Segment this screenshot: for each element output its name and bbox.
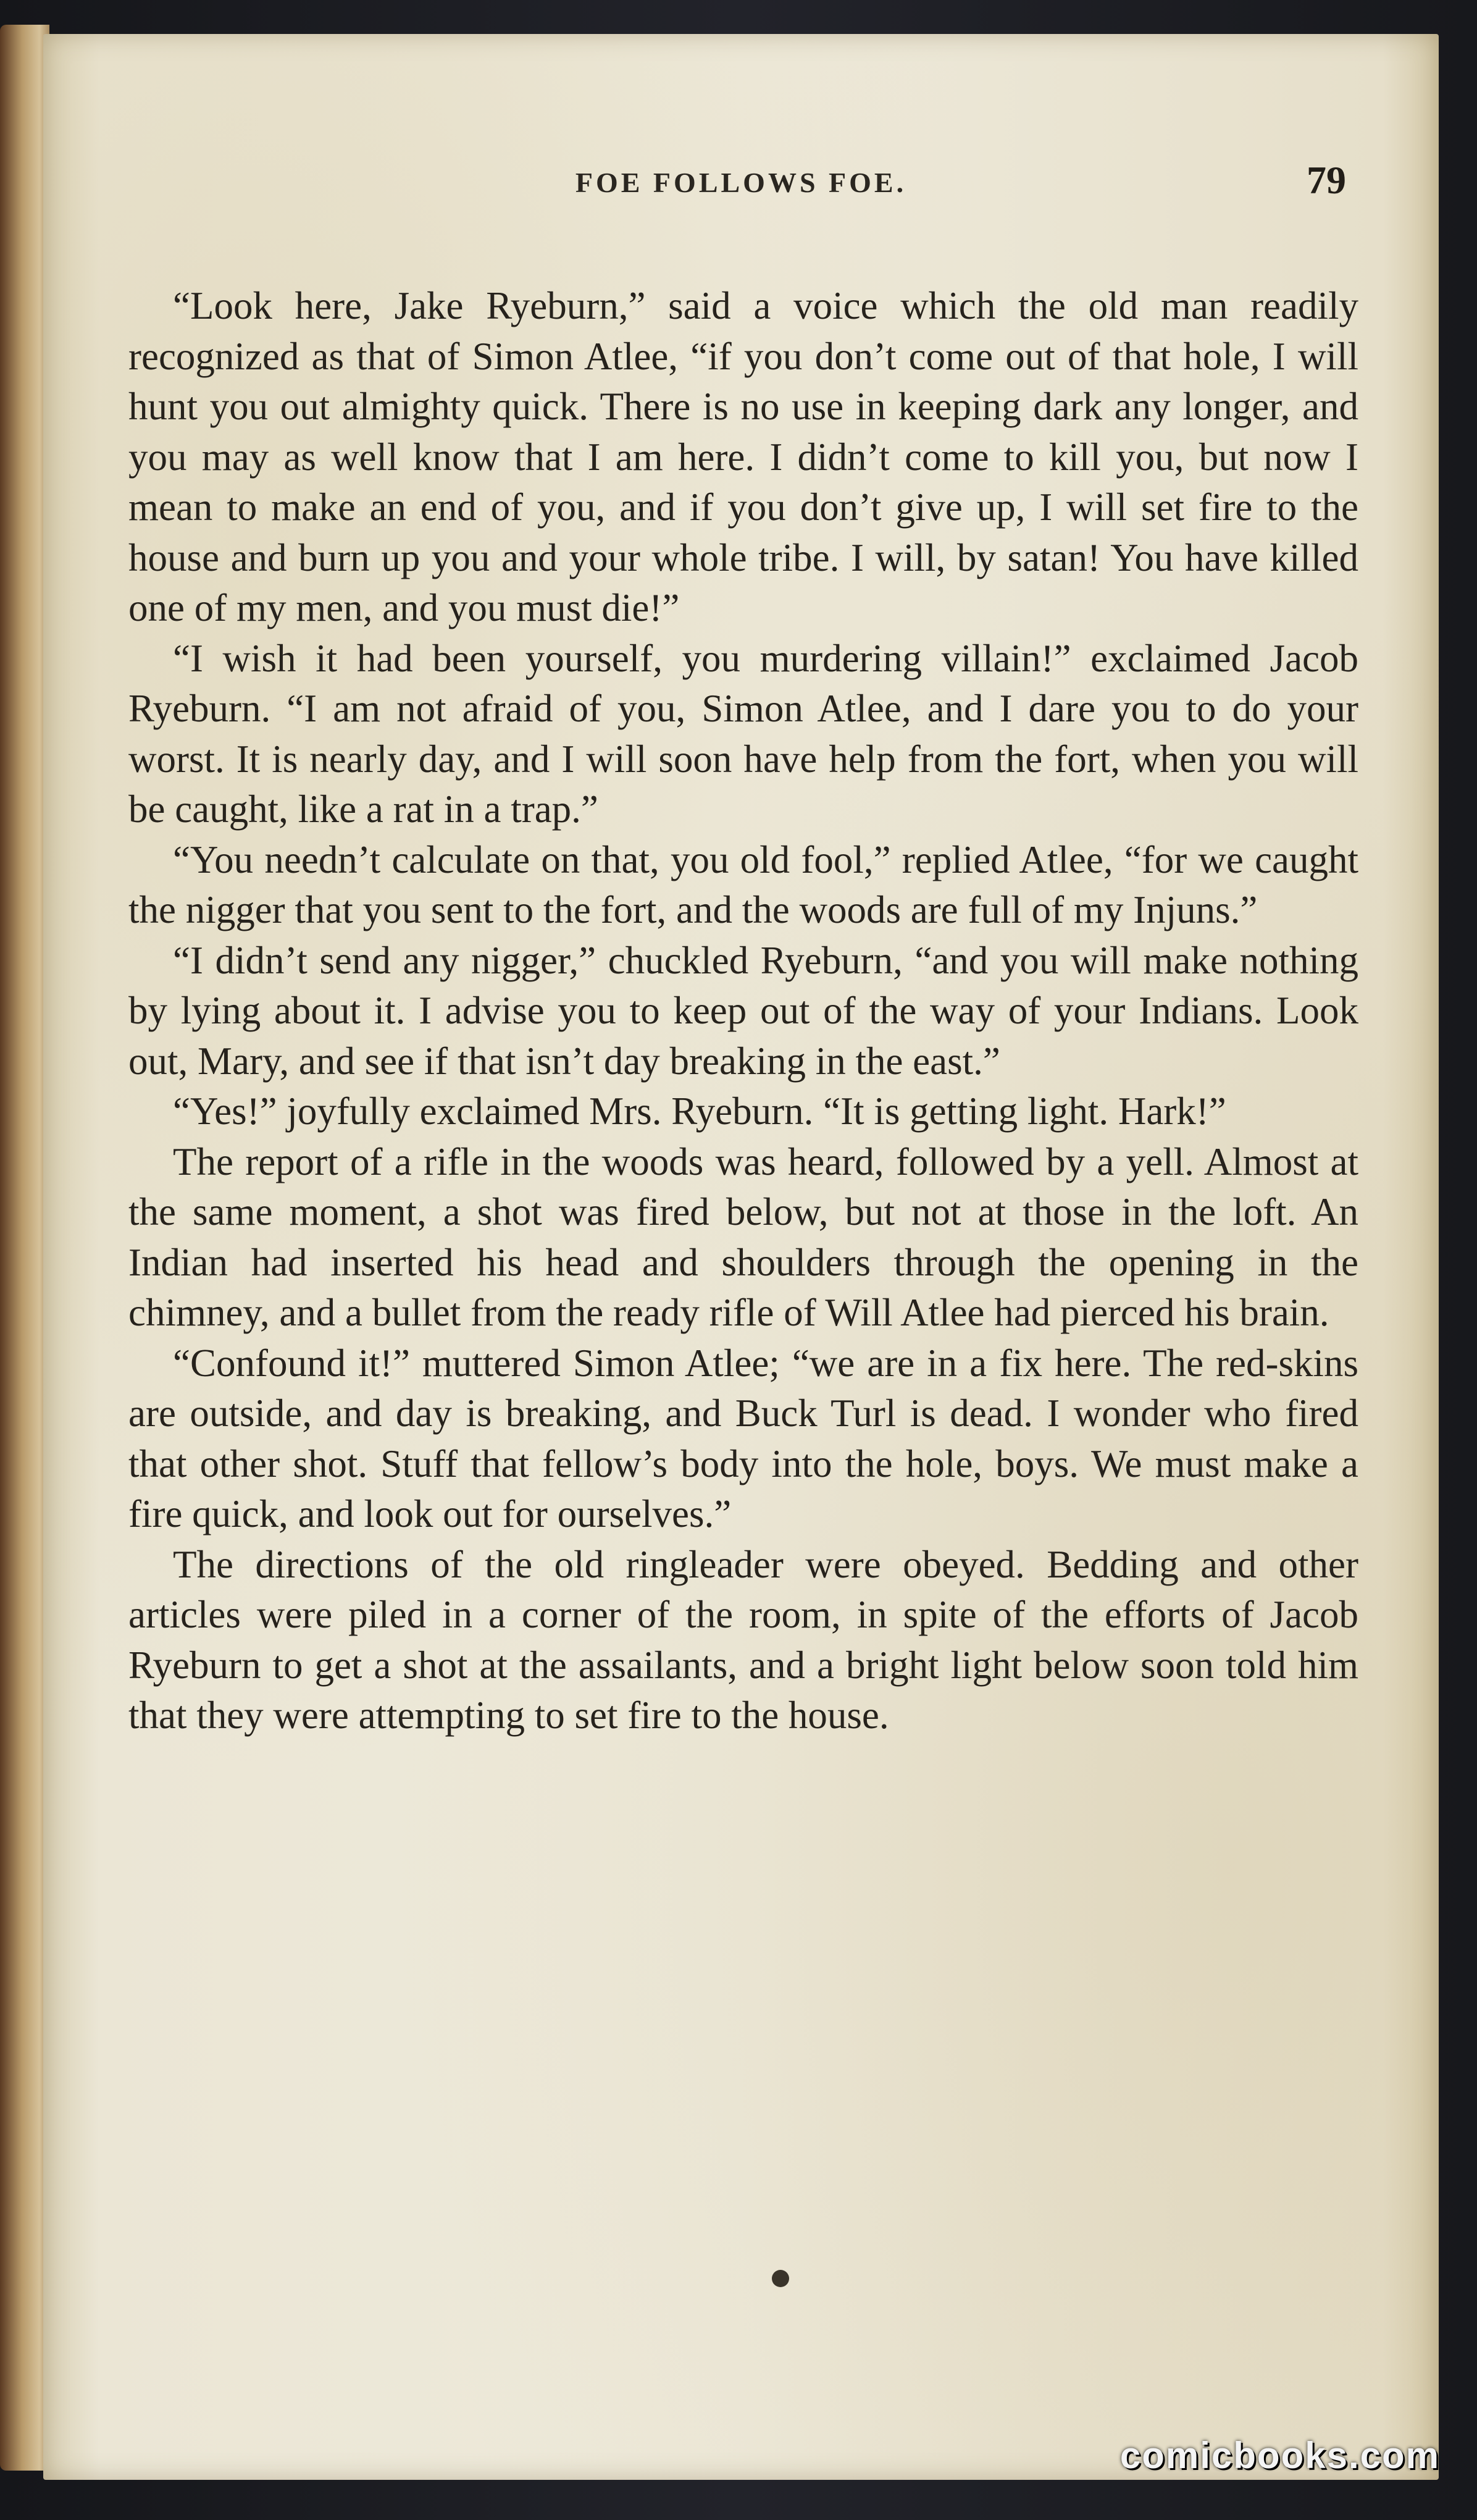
body-text bbox=[128, 281, 1358, 1741]
page-sheet bbox=[43, 34, 1439, 2480]
page-number: 79 bbox=[1307, 158, 1346, 202]
running-head: FOE FOLLOWS FOE. bbox=[575, 167, 907, 198]
paragraph: “I didn’t send any nigger,” chuckled Ryeburn, “and you will make nothing by lying about it. I advise you to keep out of the way of your Indians. Look out, Mary, and see if that isn’t day breaking in the east.” bbox=[128, 938, 1358, 1083]
paragraph: The report of a rifle in the woods was heard, followed by a yell. Almost at the same moment, a shot was fired below, but not at those in the loft. An Indian had inserted his head and shoulders through the opening in the chimney, and a bullet from the ready rifle of Will Atlee had pierced his brain. bbox=[128, 1140, 1358, 1334]
paragraph: The directions of the old ringleader were obeyed. Bedding and other articles were piled in a corner of the room, in spite of the efforts of Jacob Ryeburn to get a shot at the assailants, and a bright light below soon told him that they were attempting to set fire to the house. bbox=[128, 1542, 1358, 1737]
ornament-dot bbox=[772, 2270, 789, 2287]
book-spine-edge bbox=[0, 25, 49, 2471]
paragraph: “Confound it!” muttered Simon Atlee; “we are in a fix here. The red-skins are outside, and day is breaking, and Buck Turl is dead. I wonder who fired that other shot. Stuff that fellow’s body into the hole, boys. We must make a fire quick, and look out for ourselves.” bbox=[128, 1341, 1358, 1535]
paragraph: “I wish it had been yourself, you murdering villain!” exclaimed Jacob Ryeburn. “I am not afraid of you, Simon Atlee, and I dare you to do your worst. It is nearly day, and I will soon have help from the fort, when you will be caught, like a rat in a trap.” bbox=[128, 636, 1358, 831]
page-header bbox=[43, 158, 1439, 213]
watermark: comicbooks.com bbox=[1119, 2435, 1440, 2476]
paragraph: “Yes!” joyfully exclaimed Mrs. Ryeburn. “It is getting light. Hark!” bbox=[173, 1090, 1226, 1133]
paragraph: “Look here, Jake Ryeburn,” said a voice which the old man readily recognized as that of Simon Atlee, “if you don’t come out of that hole, I will hunt you out almighty quick. There is no use in keeping dark any longer, and you may as well know that I am here. I didn’t come to kill you, but now I mean to make an end of you, and if you don’t give up, I will set fire to the house and burn up you and your whole tribe. I will, by satan! You have killed one of my men, and you must die!” bbox=[128, 284, 1358, 629]
paragraph: “You needn’t calculate on that, you old fool,” replied Atlee, “for we caught the nigger that you sent to the fort, and the woods are full of my Injuns.” bbox=[128, 838, 1358, 931]
